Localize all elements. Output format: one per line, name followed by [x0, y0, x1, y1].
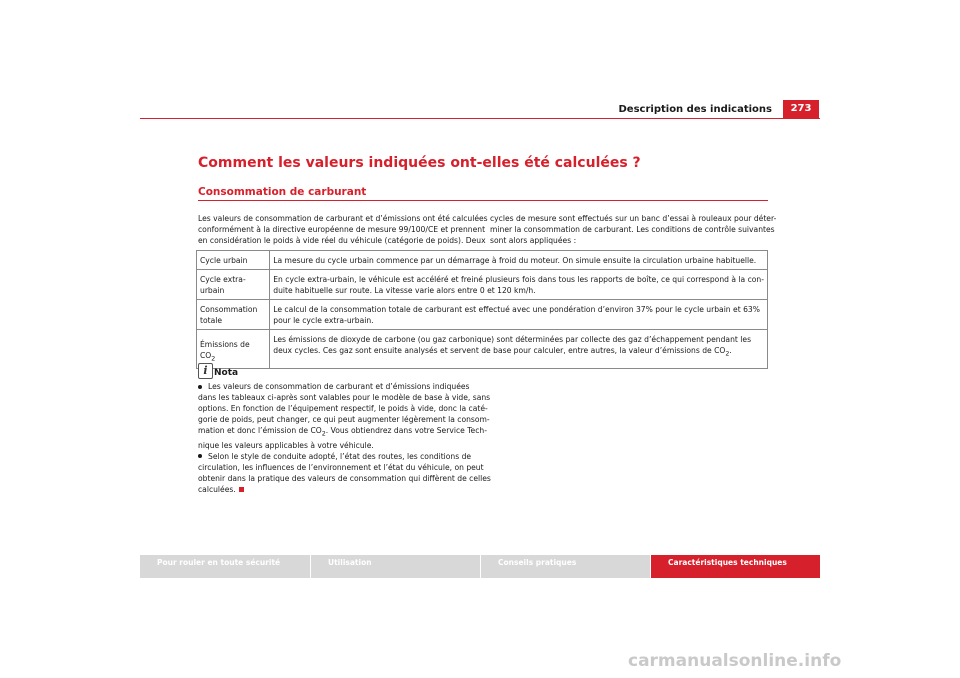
nota-line: mation et donc l’émission de $CO_2$. Vous obtiendrez dans votre Service Tech-: [198, 426, 487, 438]
footer-tab-technical-data[interactable]: Caractéristiques techniques: [651, 555, 820, 578]
table-cell-description: Les émissions de dioxyde de carbone (ou gaz carbonique) sont déterminées par collecte des gaz d’échappement pendant les deux cycles. Ces gaz sont ensuite analysés et servent de base pour calculer, entre autres, la valeur d’émissions de $CO_2$.: [270, 330, 768, 369]
table-row: [197, 330, 768, 369]
nota-line: dans les tableaux ci-après sont valables pour le modèle de base à vide, sans: [198, 393, 491, 402]
header-divider: [140, 118, 820, 119]
intro-line: miner la consommation de carburant. Les conditions de contrôle suivantes: [490, 225, 775, 234]
intro-line: Les valeurs de consommation de carburant et d’émissions ont été calculées: [198, 214, 488, 223]
nota-label: Nota: [214, 368, 239, 378]
table-row: [197, 251, 768, 270]
intro-line: en considération le poids à vide réel du véhicule (catégorie de poids). Deux: [198, 236, 486, 245]
table-row: [197, 300, 768, 330]
nota-line: calculées.: [198, 484, 498, 495]
nota-line: obtenir dans la pratique des valeurs de consommation qui diffèrent de celles: [198, 473, 491, 483]
footer-tab-safety[interactable]: Pour rouler en toute sécurité: [157, 558, 281, 567]
info-note-icon: i: [198, 363, 213, 379]
nota-line: options. En fonction de l’équipement respectif, le poids à vide, donc la caté-: [198, 404, 488, 413]
intro-line: sont alors appliquées :: [490, 236, 577, 245]
table-cell-label: Émissions de $CO_2$: [197, 330, 270, 369]
main-title: Comment les valeurs indiquées ont-elles été calculées ?: [198, 155, 641, 171]
intro-line: conformément à la directive européenne de mesure 99/100/CE et prennent: [198, 225, 486, 234]
footer-tab-operation[interactable]: Utilisation: [328, 558, 372, 567]
end-of-section-icon: [239, 487, 244, 492]
bullet-icon: [198, 454, 202, 458]
nota-line: Les valeurs de consommation de carburant et d’émissions indiquées: [198, 381, 498, 392]
test-cycles-table: [196, 250, 768, 369]
page-number: 273: [783, 100, 819, 118]
nota-line: Selon le style de conduite adopté, l’état des routes, les conditions de: [198, 451, 498, 462]
table-cell-description: Le calcul de la consommation totale de carburant est effectué avec une pondération d’environ 37% pour le cycle urbain et 63% pour le cycle extra-urbain.: [270, 300, 768, 330]
footer-navigation: [140, 555, 820, 578]
nota-line: circulation, les influences de l’environnement et l’état du véhicule, on peut: [198, 462, 484, 472]
intro-right-column: [490, 213, 775, 246]
section-title: Consommation de carburant: [198, 186, 367, 198]
watermark: carmanualsonline.info: [628, 651, 842, 671]
section-divider: [198, 200, 768, 201]
page-header-title: Description des indications: [618, 104, 772, 115]
nota-line: gorie de poids, peut changer, ce qui peut augmenter légèrement la consom-: [198, 415, 490, 424]
nota-body: [198, 381, 498, 495]
intro-line: cycles de mesure sont effectués sur un banc d’essai à rouleaux pour déter-: [490, 214, 777, 223]
intro-left-column: [198, 213, 488, 246]
table-cell-label: Cycle urbain: [197, 251, 270, 270]
nota-line: nique les valeurs applicables à votre véhicule.: [198, 440, 374, 450]
table-cell-label: Cycle extra-urbain: [197, 270, 270, 300]
table-cell-description: La mesure du cycle urbain commence par un démarrage à froid du moteur. On simule ensuite la circulation urbaine habituelle.: [270, 251, 768, 270]
bullet-icon: [198, 385, 202, 389]
footer-tab-tips[interactable]: Conseils pratiques: [498, 558, 577, 567]
table-row: [197, 270, 768, 300]
table-cell-label: Consommation totale: [197, 300, 270, 330]
table-cell-description: En cycle extra-urbain, le véhicule est accéléré et freiné plusieurs fois dans tous les rapports de boîte, ce qui correspond à la con- duite habituelle sur route. La vitesse varie alors entre 0 et 120 km/h.: [270, 270, 768, 300]
